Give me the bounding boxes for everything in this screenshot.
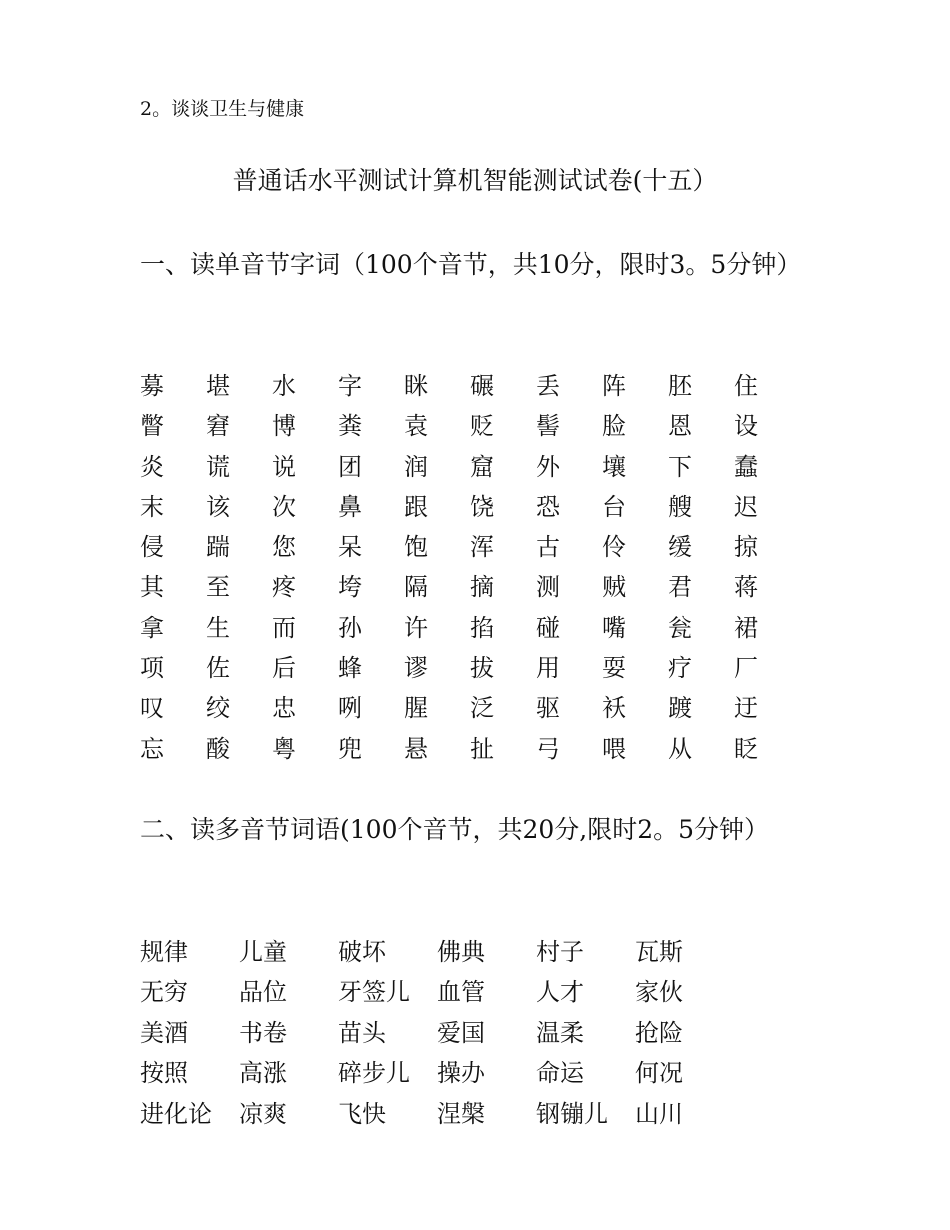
syllable-char: 恐	[536, 492, 560, 521]
syllable-char: 饶	[470, 492, 494, 521]
syllable-char: 叹	[140, 694, 164, 723]
syllable-char: 伶	[602, 533, 626, 562]
word-item: 佛典	[437, 938, 485, 966]
word-item: 温柔	[536, 1018, 584, 1047]
word-item: 儿童	[239, 938, 287, 966]
topic-line: 2。谈谈卫生与健康	[140, 98, 305, 120]
syllable-char: 从	[668, 734, 692, 763]
syllable-char: 忠	[272, 694, 296, 723]
syllable-char: 酸	[206, 734, 230, 763]
word-item: 规律	[140, 938, 188, 966]
syllable-char: 窘	[206, 412, 230, 441]
word-item: 品位	[239, 978, 287, 1007]
word-item: 命运	[536, 1059, 584, 1088]
syllable-char: 说	[272, 452, 296, 481]
syllable-char: 其	[140, 573, 164, 602]
word-item: 村子	[536, 938, 584, 966]
syllable-char: 而	[272, 613, 296, 642]
word-item: 人才	[536, 978, 584, 1007]
syllable-char: 髻	[536, 412, 560, 441]
word-item: 书卷	[239, 1018, 287, 1047]
syllable-char: 壤	[602, 452, 626, 481]
word-item: 飞快	[338, 1099, 386, 1128]
word-item: 血管	[437, 978, 485, 1007]
syllable-char: 嘴	[602, 613, 626, 642]
syllable-char: 摘	[470, 573, 494, 602]
syllable-char: 募	[140, 372, 164, 400]
syllable-char: 拔	[470, 654, 494, 683]
syllable-char: 谬	[404, 654, 428, 683]
word-item: 凉爽	[239, 1099, 287, 1128]
syllable-char: 碾	[470, 372, 494, 400]
exam-title: 普通话水平测试计算机智能测试试卷(十五）	[232, 166, 718, 195]
syllable-char: 垮	[338, 573, 362, 602]
word-item: 爱国	[437, 1018, 485, 1047]
syllable-char: 忘	[140, 734, 164, 763]
syllable-char: 炎	[140, 452, 164, 481]
syllable-char: 弓	[536, 734, 560, 763]
syllable-char: 咧	[338, 694, 362, 723]
syllable-char: 饱	[404, 533, 428, 562]
syllable-char: 瞥	[140, 412, 164, 441]
syllable-char: 胚	[668, 372, 692, 400]
syllable-char: 泛	[470, 694, 494, 723]
syllable-char: 扯	[470, 734, 494, 763]
syllable-char: 团	[338, 452, 362, 481]
word-item: 进化论	[140, 1099, 212, 1128]
word-item: 美酒	[140, 1018, 188, 1047]
word-item: 山川	[635, 1099, 683, 1128]
word-item: 涅槃	[437, 1099, 485, 1128]
syllable-char: 住	[734, 372, 758, 400]
syllable-char: 粤	[272, 734, 296, 763]
syllable-char: 窟	[470, 452, 494, 481]
syllable-char: 绞	[206, 694, 230, 723]
syllable-char: 后	[272, 654, 296, 683]
syllable-char: 厂	[734, 654, 758, 683]
syllable-char: 润	[404, 452, 428, 481]
syllable-char: 裙	[734, 613, 758, 642]
syllable-char: 孙	[338, 613, 362, 642]
syllable-char: 浑	[470, 533, 494, 562]
syllable-char: 呆	[338, 533, 362, 562]
word-item: 操办	[437, 1059, 485, 1088]
syllable-char: 博	[272, 412, 296, 441]
word-item: 碎步儿	[338, 1059, 410, 1088]
syllable-char: 贼	[602, 573, 626, 602]
word-item: 何况	[635, 1059, 683, 1088]
syllable-char: 瓮	[668, 613, 692, 642]
syllable-char: 台	[602, 492, 626, 521]
syllable-char: 蠢	[734, 452, 758, 481]
syllable-char: 跟	[404, 492, 428, 521]
syllable-char: 粪	[338, 412, 362, 441]
syllable-char: 耍	[602, 654, 626, 683]
syllable-char: 兜	[338, 734, 362, 763]
syllable-char: 次	[272, 492, 296, 521]
syllable-char: 下	[668, 452, 692, 481]
syllable-char: 艘	[668, 492, 692, 521]
syllable-char: 碰	[536, 613, 560, 642]
syllable-char: 恩	[668, 412, 692, 441]
multi-syllable-grid	[140, 932, 740, 1134]
syllable-char: 蒋	[734, 573, 758, 602]
syllable-char: 喂	[602, 734, 626, 763]
syllable-char: 侵	[140, 533, 164, 562]
syllable-char: 悬	[404, 734, 428, 763]
syllable-char: 该	[206, 492, 230, 521]
syllable-char: 外	[536, 452, 560, 481]
syllable-char: 古	[536, 533, 560, 562]
syllable-char: 贬	[470, 412, 494, 441]
syllable-char: 腥	[404, 694, 428, 723]
syllable-char: 鼻	[338, 492, 362, 521]
syllable-char: 设	[734, 412, 758, 441]
syllable-char: 眨	[734, 734, 758, 763]
syllable-char: 踹	[206, 533, 230, 562]
syllable-char: 疗	[668, 654, 692, 683]
syllable-char: 阵	[602, 372, 626, 400]
word-item: 无穷	[140, 978, 188, 1007]
syllable-char: 您	[272, 533, 296, 562]
syllable-char: 至	[206, 573, 230, 602]
word-item: 按照	[140, 1059, 188, 1088]
word-item: 牙签儿	[338, 978, 410, 1007]
syllable-char: 末	[140, 492, 164, 521]
word-item: 钢镚儿	[536, 1099, 608, 1128]
syllable-char: 掠	[734, 533, 758, 562]
word-item: 瓦斯	[635, 938, 683, 966]
section1-heading: 一、读单音节字词（100个音节，共10分，限时3。5分钟）	[140, 250, 802, 279]
syllable-char: 疼	[272, 573, 296, 602]
syllable-char: 迟	[734, 492, 758, 521]
syllable-char: 掐	[470, 613, 494, 642]
syllable-char: 君	[668, 573, 692, 602]
syllable-char: 字	[338, 372, 362, 400]
syllable-char: 水	[272, 372, 296, 400]
syllable-char: 许	[404, 613, 428, 642]
syllable-char: 眯	[404, 372, 428, 400]
word-item: 破坏	[338, 938, 386, 966]
syllable-char: 踱	[668, 694, 692, 723]
word-item: 高涨	[239, 1059, 287, 1088]
single-syllable-grid	[140, 366, 800, 769]
syllable-char: 迂	[734, 694, 758, 723]
syllable-char: 项	[140, 654, 164, 683]
syllable-char: 拿	[140, 613, 164, 642]
syllable-char: 脸	[602, 412, 626, 441]
syllable-char: 蜂	[338, 654, 362, 683]
syllable-char: 丢	[536, 372, 560, 400]
word-item: 苗头	[338, 1018, 386, 1047]
syllable-char: 测	[536, 573, 560, 602]
syllable-char: 袄	[602, 694, 626, 723]
syllable-char: 袁	[404, 412, 428, 441]
syllable-char: 用	[536, 654, 560, 683]
syllable-char: 生	[206, 613, 230, 642]
section2-heading: 二、读多音节词语(100个音节，共20分,限时2。5分钟）	[140, 815, 770, 844]
syllable-char: 堪	[206, 372, 230, 400]
syllable-char: 驱	[536, 694, 560, 723]
syllable-char: 谎	[206, 452, 230, 481]
syllable-char: 佐	[206, 654, 230, 683]
syllable-char: 缓	[668, 533, 692, 562]
word-item: 抢险	[635, 1018, 683, 1047]
syllable-char: 隔	[404, 573, 428, 602]
word-item: 家伙	[635, 978, 683, 1007]
